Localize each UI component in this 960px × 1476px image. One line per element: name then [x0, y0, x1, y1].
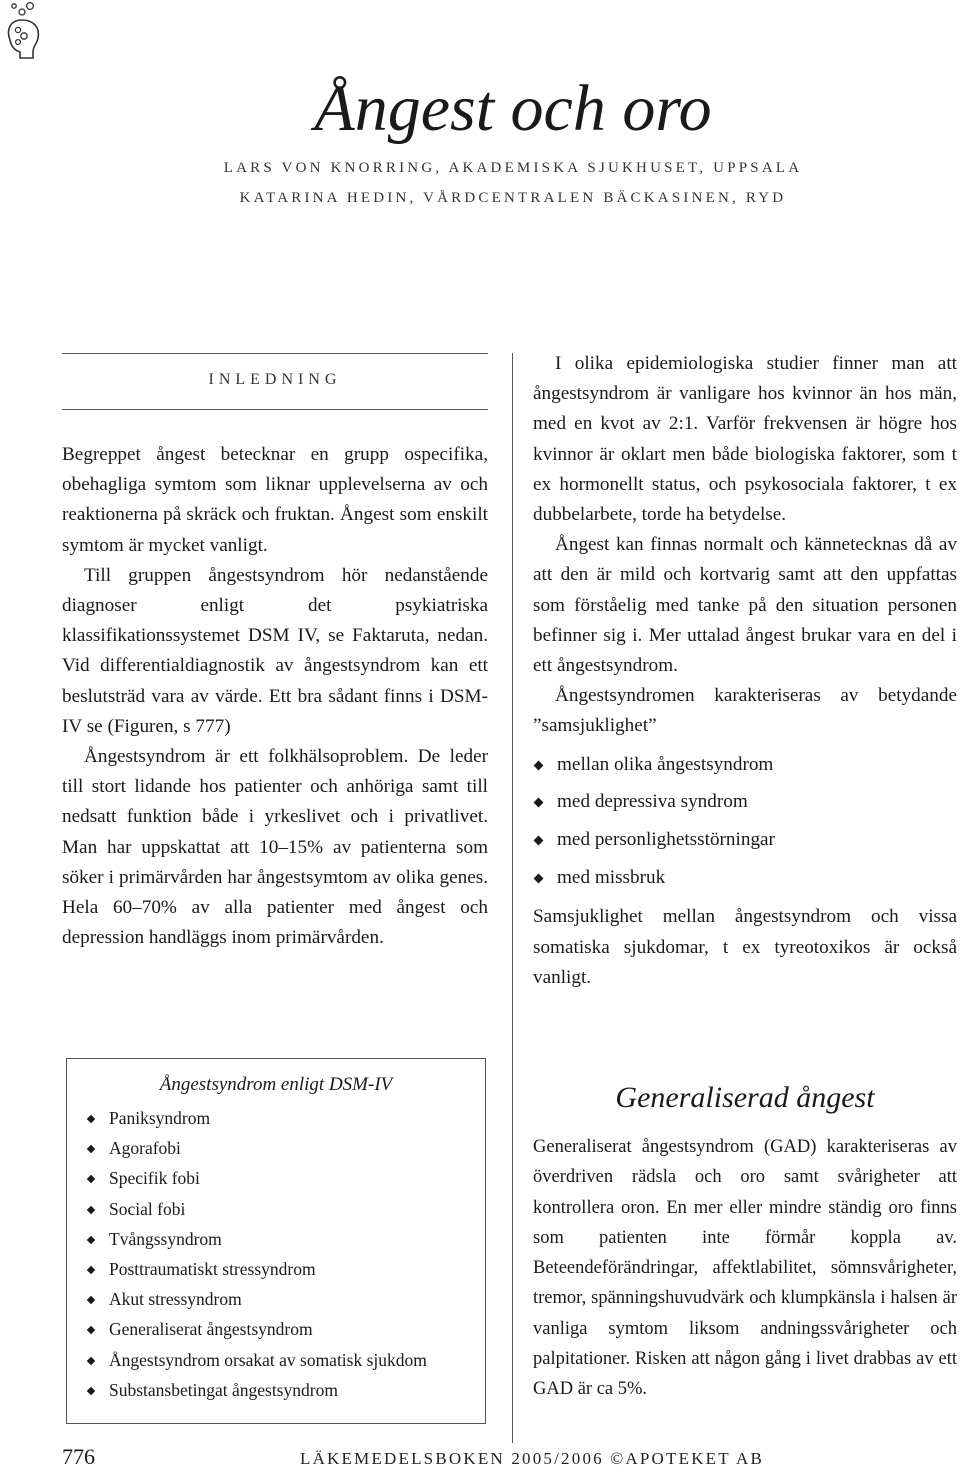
- diamond-bullet-icon: [87, 1356, 95, 1364]
- list-item: med missbruk: [533, 863, 957, 901]
- fact-box-list: [87, 1105, 427, 1407]
- page-number: 776: [62, 1444, 95, 1469]
- right-paragraph-2: Ångest kan finnas normalt och kännetecknas då av att den är mild och kortvarig samt att den uppfattas som förståelig med tanke på den situation personen befinner sig i. Mer uttalad ångest brukar vara en del i ett ångestsyndrom.: [533, 534, 957, 677]
- list-item: Substansbetingat ångestsyndrom: [87, 1377, 427, 1407]
- head-bubbles-logo-icon: [2, 0, 52, 62]
- right-paragraph-1: I olika epidemiologiska studier finner man att ångestsyndrom är vanligare hos kvinnor än hos män, med en kvot av 2:1. Varför frekvensen är högre hos kvinnor är oklart men både biologiska faktorer, som t ex hormonellt status, och psykosociala faktorer, t ex dubbelarbete, torde ha betydelse.: [533, 353, 957, 526]
- diamond-bullet-icon: [534, 836, 544, 846]
- list-item: Agorafobi: [87, 1135, 427, 1165]
- diamond-bullet-icon: [87, 1205, 95, 1213]
- list-item: mellan olika ångestsyndrom: [533, 750, 957, 788]
- diamond-bullet-icon: [87, 1236, 95, 1244]
- section-top-rule: [62, 353, 488, 354]
- dsm-fact-box: [66, 1058, 486, 1424]
- list-item: Specifik fobi: [87, 1165, 427, 1195]
- diamond-bullet-icon: [87, 1386, 95, 1394]
- diamond-bullet-icon: [87, 1175, 95, 1183]
- list-item: Ångestsyndrom orsakat av somatisk sjukdom: [87, 1347, 427, 1377]
- comorbidity-list: [533, 750, 957, 901]
- diamond-bullet-icon: [534, 873, 544, 883]
- column-divider: [512, 353, 513, 1443]
- list-item: Posttraumatiskt stressyndrom: [87, 1256, 427, 1286]
- diamond-bullet-icon: [87, 1115, 95, 1123]
- diamond-bullet-icon: [534, 798, 544, 808]
- right-paragraph-4: Samsjuklighet mellan ångestsyndrom och vissa somatiska sjukdomar, t ex tyreotoxikos är också vanligt.: [533, 906, 957, 988]
- list-item: Generaliserat ångestsyndrom: [87, 1316, 427, 1346]
- list-item: med personlighetsstörningar: [533, 825, 957, 863]
- fact-box-title: Ångestsyndrom enligt DSM-IV: [159, 1074, 393, 1095]
- diamond-bullet-icon: [87, 1266, 95, 1274]
- list-item: med depressiva syndrom: [533, 787, 957, 825]
- list-item: Paniksyndrom: [87, 1105, 427, 1135]
- gad-heading: Generaliserad ångest: [615, 1081, 875, 1114]
- author-line-1: LARS VON KNORRING, AKADEMISKA SJUKHUSET, UPPSALA: [223, 160, 803, 176]
- section-bottom-rule: [62, 409, 488, 410]
- author-line-2: KATARINA HEDIN, VÅRDCENTRALEN BÄCKASINEN, RYD: [239, 190, 787, 206]
- diamond-bullet-icon: [87, 1296, 95, 1304]
- right-column: [533, 349, 957, 993]
- left-column: [62, 440, 488, 953]
- section-heading: INLEDNING: [208, 371, 342, 388]
- list-item: Tvångssyndrom: [87, 1226, 427, 1256]
- right-paragraph-3: Ångestsyndromen karakteriseras av betydande ”samsjuklighet”: [533, 685, 957, 737]
- diamond-bullet-icon: [87, 1145, 95, 1153]
- diamond-bullet-icon: [87, 1326, 95, 1334]
- gad-paragraph: Generaliserat ångestsyndrom (GAD) karakteriseras av överdriven rädsla och oro samt svårigheter att kontrollera oron. En mer eller mindre ständig oro finns som patienten inte förmår koppla av. Beteendeförändringar, affektlabilitet, sömnsvårigheter, tremor, spänningshuvudvärk och klumpkänsla i halsen är vanliga symtom liksom andningssvårigheter och palpitationer. Risken att någon gång i livet drabbas av ett GAD är ca 5%.: [533, 1137, 957, 1400]
- intro-paragraph-2: Till gruppen ångestsyndrom hör nedanstående diagnoser enligt det psykiatriska klassifikationssystemet DSM IV, se Faktaruta, nedan. Vid differentialdiagnostik av ångestsyndrom kan ett beslutsträd vara av värde. Ett bra sådant finns i DSM-IV se (Figuren, s 777): [62, 564, 488, 737]
- intro-paragraph-1: Begreppet ångest betecknar en grupp ospecifika, obehagliga symtom som liknar upplevelserna av och reaktionerna på skräck och fruktan. Ångest som enskilt symtom är mycket vanligt.: [62, 444, 488, 556]
- list-item: Social fobi: [87, 1196, 427, 1226]
- diamond-bullet-icon: [534, 760, 544, 770]
- list-item: Akut stressyndrom: [87, 1286, 427, 1316]
- footer-text: LÄKEMEDELSBOKEN 2005/2006 ©APOTEKET AB: [300, 1449, 765, 1468]
- intro-paragraph-3: Ångestsyndrom är ett folkhälsoproblem. De leder till stort lidande hos patienter och anhöriga samt till nedsatt funktion både i yrkeslivet och i privatlivet. Man har uppskattat att 10–15% av patienterna som söker i primärvården har ångestsymtom av olika genes. Hela 60–70% av alla patienter med ångest och depression handläggs inom primärvården.: [62, 746, 488, 949]
- article-title: Ångest och oro: [314, 72, 712, 145]
